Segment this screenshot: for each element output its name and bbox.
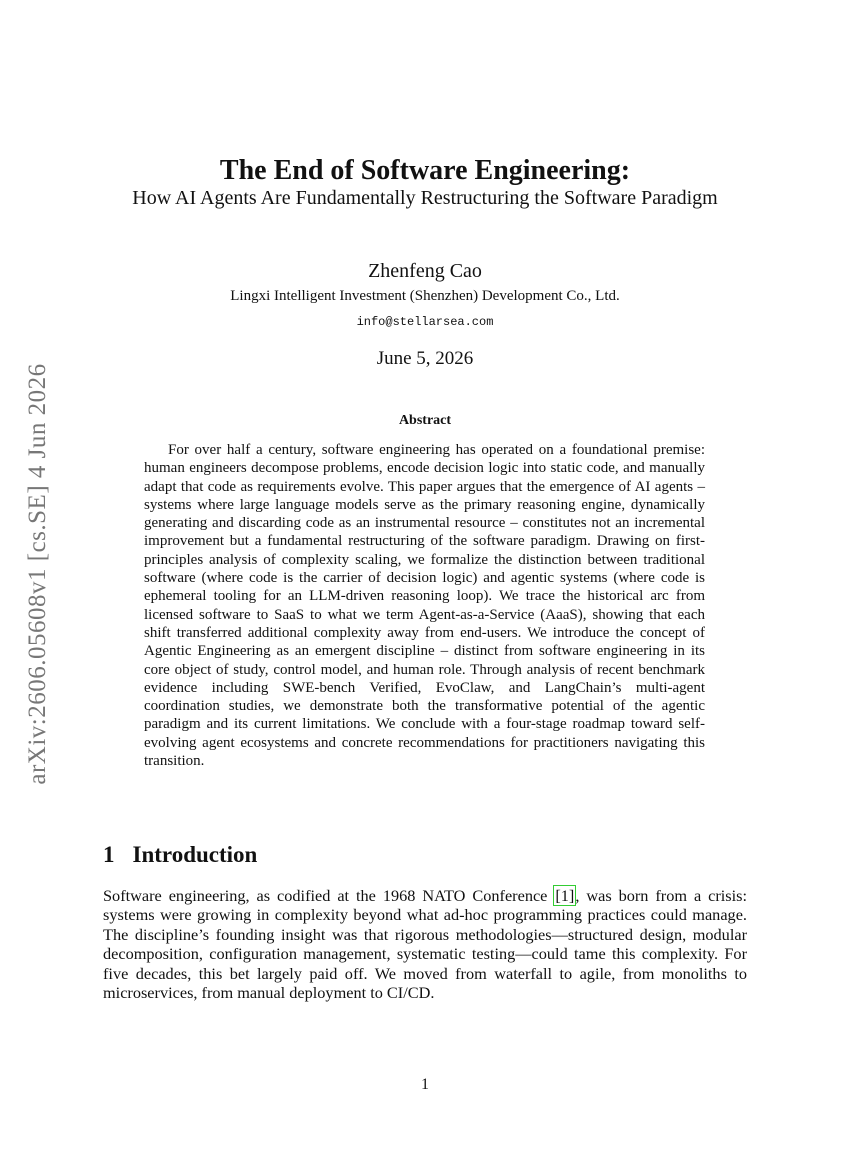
paper-title: The End of Software Engineering: [219, 155, 631, 186]
arxiv-identifier-text: arXiv:2606.05608v1 [cs.SE] 4 Jun 2026 [24, 362, 51, 785]
abstract-body: For over half a century, software engineering has operated on a foundational premise: human engineers decompose problems, encode decision logic into static code, and manually adapt that code as requirements evolve. This paper argues that the emergence of AI agents – systems where large language models serve as the primary reasoning engine, dynamically generating and discarding code as an instrumental resource – constitutes not an incremental improvement but a fundamental restructuring of the software paradigm. Drawing on first-principles analysis of complexity scaling, we formalize the distinction between traditional software (where code is the carrier of decision logic) and agentic systems (where code is ephemeral tooling for an LLM-driven reasoning loop). We trace the historical arc from licensed software to SaaS to what we term Agent-as-a-Service (AaaS), showing that each shift transferred additional complexity away from end-users. We introduce the concept of Agentic Engineering as an emergent discipline – distinct from software engineering in its core object of study, control model, and human role. Through analysis of recent benchmark evidence including SWE-bench Verified, EvoClaw, and LangChain’s multi-agent coordination studies, we demonstrate both the transformative potential of the agentic paradigm and its current limitations. We conclude with a four-stage roadmap toward self-evolving agent ecosystems and concrete recommendations for practitioners navigating this transition. [144, 442, 705, 770]
author-affiliation: Lingxi Intelligent Investment (Shenzhen) Development Co., Ltd. [230, 288, 620, 304]
author-email[interactable]: info@stellarsea.com [356, 315, 494, 329]
intro-text-after-citation: , was born from a crisis: systems were growing in complexity beyond what ad-hoc programming practices could manage. The discipline’s founding insight was that rigorous methodologies—structured design, modular decomposition, configuration management, systematic testing—could tame this complexity. For five decades, this bet largely paid off. We moved from waterfall to agile, from monoliths to microservices, from manual deployment to CI/CD. [103, 886, 747, 1003]
section-title: Introduction [132, 842, 258, 867]
section-heading [103, 842, 257, 868]
introduction-paragraph [103, 886, 747, 1002]
paper-date: June 5, 2026 [376, 348, 474, 369]
paper-subtitle: How AI Agents Are Fundamentally Restructuring the Software Paradigm [132, 187, 718, 209]
author-name: Zhenfeng Cao [368, 260, 482, 282]
abstract-heading: Abstract [398, 413, 452, 428]
citation-link[interactable]: [1] [555, 886, 575, 905]
section-number: 1 [103, 842, 115, 867]
page-number: 1 [421, 1076, 429, 1093]
intro-text-before-citation: Software engineering, as codified at the 1968 NATO Conference [103, 886, 555, 905]
